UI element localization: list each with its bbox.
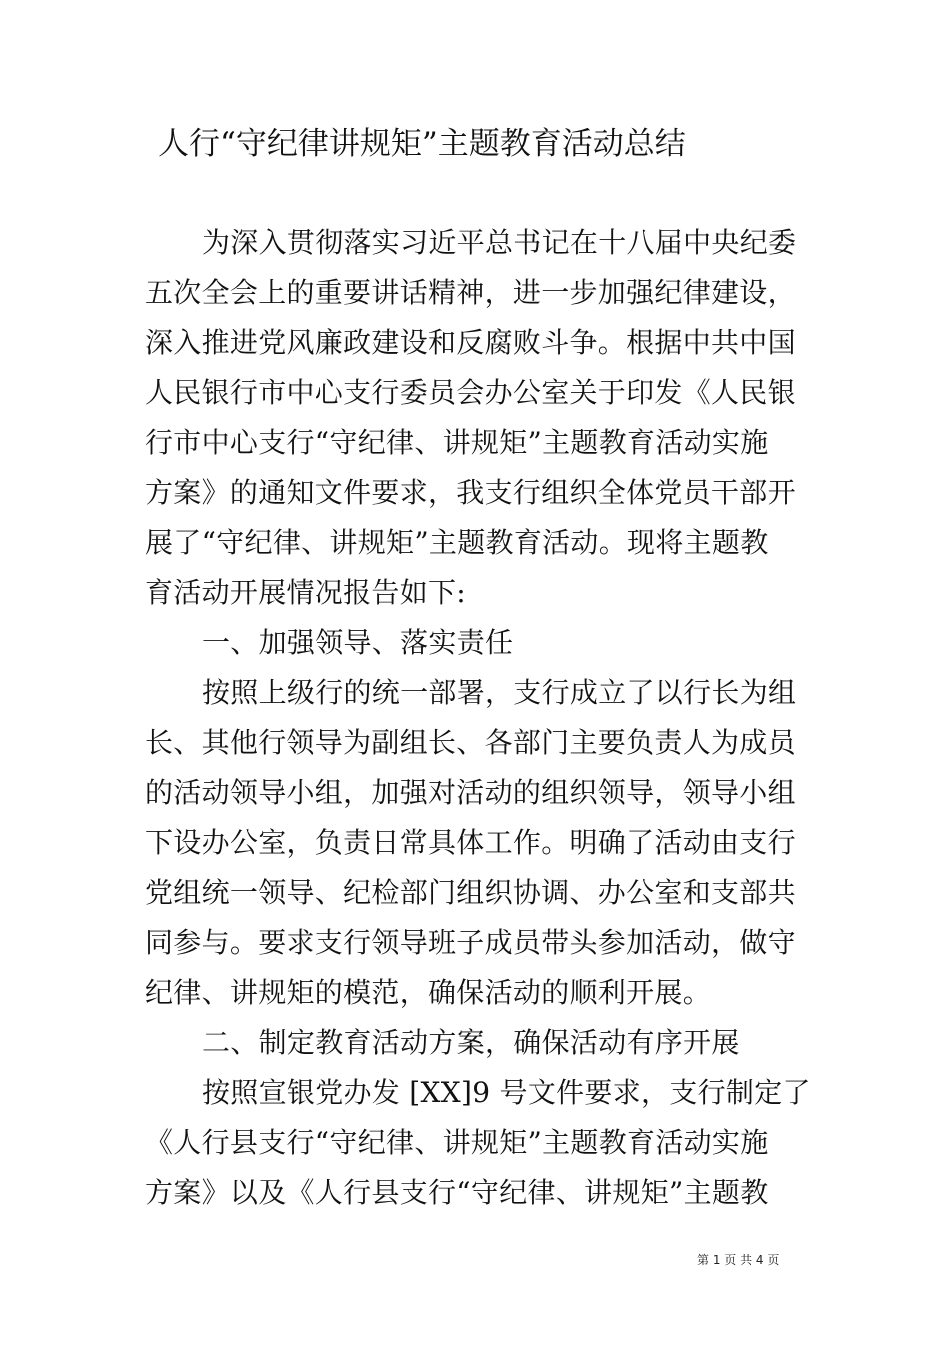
paragraph-line: 为深入贯彻落实习近平总书记在十八届中央纪委 — [202, 226, 797, 259]
paragraph-line: 同参与。要求支行领导班子成员带头参加活动，做守 — [145, 926, 796, 959]
paragraph-line: 行市中心支行“守纪律、讲规矩”主题教育活动实施 — [145, 426, 769, 459]
paragraph-line: 方案》以及《人行县支行“守纪律、讲规矩”主题教 — [145, 1176, 769, 1209]
document-title: 人行“守纪律讲规矩”主题教育活动总结 — [158, 126, 686, 162]
paragraph-line: 人民银行市中心支行委员会办公室关于印发《人民银 — [145, 376, 796, 409]
paragraph-line: 按照宣银党办发 [XX]9 号文件要求，支行制定了 — [202, 1076, 811, 1109]
paragraph-line: 纪律、讲规矩的模范，确保活动的顺利开展。 — [145, 976, 712, 1009]
page-number-footer: 第 1 页 共 4 页 — [697, 1253, 780, 1267]
section-heading: 二、制定教育活动方案，确保活动有序开展 — [202, 1026, 740, 1059]
document-body — [145, 218, 811, 1218]
paragraph-line: 五次全会上的重要讲话精神，进一步加强纪律建设， — [145, 276, 796, 309]
paragraph-line: 下设办公室，负责日常具体工作。明确了活动由支行 — [145, 826, 796, 859]
paragraph-line: 的活动领导小组，加强对活动的组织领导，领导小组 — [145, 776, 796, 809]
paragraph-line: 按照上级行的统一部署，支行成立了以行长为组 — [202, 676, 797, 709]
section-heading: 一、加强领导、落实责任 — [202, 626, 514, 659]
paragraph-line: 深入推进党风廉政建设和反腐败斗争。根据中共中国 — [145, 326, 796, 359]
paragraph-line: 党组统一领导、纪检部门组织协调、办公室和支部共 — [145, 876, 796, 909]
paragraph-line: 展了“守纪律、讲规矩”主题教育活动。现将主题教 — [145, 526, 769, 559]
paragraph-line: 育活动开展情况报告如下: — [145, 576, 467, 609]
paragraph-line: 长、其他行领导为副组长、各部门主要负责人为成员 — [145, 726, 796, 759]
paragraph-line: 方案》的通知文件要求，我支行组织全体党员干部开 — [145, 476, 796, 509]
paragraph-line: 《人行县支行“守纪律、讲规矩”主题教育活动实施 — [145, 1126, 769, 1159]
